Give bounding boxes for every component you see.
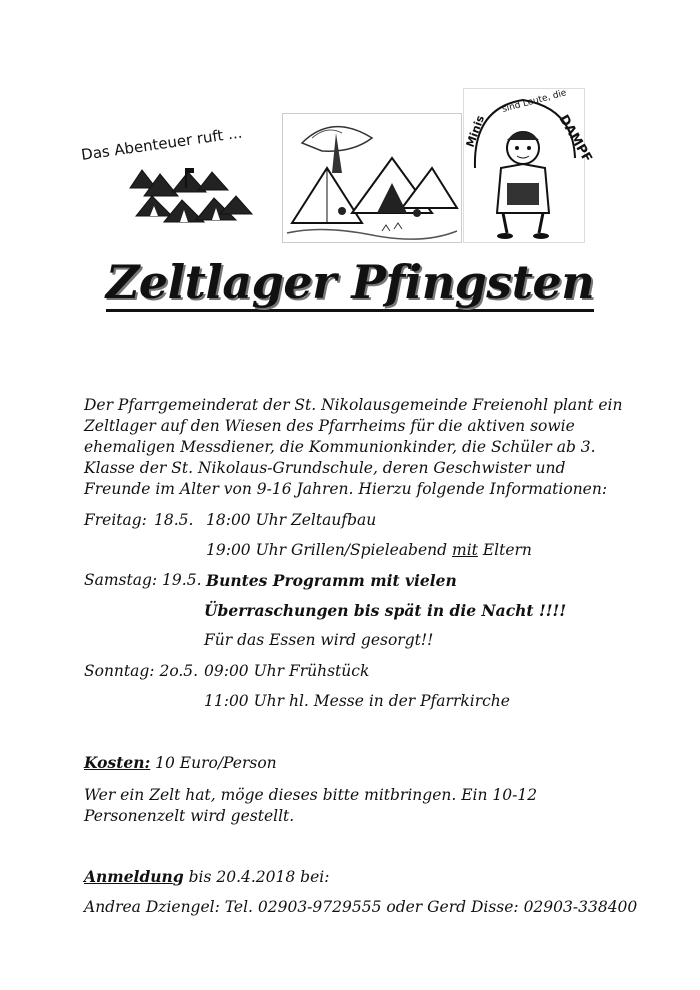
friday-label: Freitag:	[84, 511, 147, 529]
friday-item-2-c: Eltern	[477, 541, 532, 559]
friday-item-1: 18:00 Uhr Zeltaufbau	[206, 511, 377, 529]
contact-line: Andrea Dziengel: Tel. 02903-9729555 oder Gerd Disse: 02903-338400	[84, 898, 638, 916]
slogan-text: Das Abenteuer ruft ...	[80, 123, 244, 164]
sunday-item-1: 09:00 Uhr Frühstück	[204, 662, 370, 680]
schedule-row-saturday-3	[84, 630, 644, 651]
svg-text:DAMPF: DAMPF	[555, 112, 595, 166]
schedule-row-saturday	[84, 570, 644, 591]
friday-date: 18.5.	[154, 511, 194, 529]
saturday-label: Samstag: 19.5.	[84, 571, 202, 589]
friday-item-2-underlined: mit	[452, 541, 478, 559]
sunday-label: Sonntag: 2o.5.	[84, 662, 199, 680]
schedule-row-friday	[84, 510, 644, 531]
schedule-row-sunday	[84, 661, 644, 682]
minis-badge-illustration	[463, 88, 595, 243]
saturday-item-1: Buntes Programm mit vielen	[206, 571, 457, 590]
friday-item-2-a: 19:00 Uhr Grillen/Spieleabend	[206, 541, 452, 559]
title-text: Zeltlager Pfingsten	[106, 255, 594, 312]
intro-paragraph: Der Pfarrgemeinderat der St. Nikolausgemeinde Freienohl plant ein Zeltlager auf den Wiesen des Pfarrheims für die aktiven sowie ehemaligen Messdiener, die Kommunionkinder, die Schüler ab 3. Klasse der St. Nikolaus-Grundschule, deren Geschwister und Freunde im Alter von 9-16 Jahren. Hierzu folgende Informationen:	[84, 396, 623, 498]
friday-item-2	[206, 540, 532, 561]
schedule-row-sunday-2	[84, 691, 644, 712]
svg-text:Minis: Minis	[463, 113, 488, 150]
adventure-illustration	[80, 118, 280, 236]
costs-value: 10 Euro/Person	[150, 754, 277, 772]
svg-text:sind Leute, die: sind Leute, die	[501, 88, 568, 115]
costs-label: Kosten:	[84, 753, 151, 772]
page-title	[0, 255, 700, 309]
registration-deadline: bis 20.4.2018 bei:	[183, 868, 330, 886]
registration-label-end: g	[172, 867, 184, 886]
costs-line	[84, 752, 624, 774]
saturday-item-2: Überraschungen bis spät in die Nacht !!!!	[204, 601, 567, 620]
sunday-item-2: 11:00 Uhr hl. Messe in der Pfarrkirche	[204, 692, 510, 710]
schedule-row-friday-2	[84, 540, 644, 561]
bring-tent-note: Wer ein Zelt hat, möge dieses bitte mitbringen. Ein 10-12 Personenzelt wird gestellt.	[84, 786, 538, 825]
registration-label-underlined: Anmeldun	[84, 867, 173, 886]
schedule-row-saturday-2	[84, 600, 644, 621]
saturday-item-3: Für das Essen wird gesorgt!!	[204, 631, 434, 649]
camp-illustration	[282, 113, 462, 243]
registration-line	[84, 866, 624, 888]
